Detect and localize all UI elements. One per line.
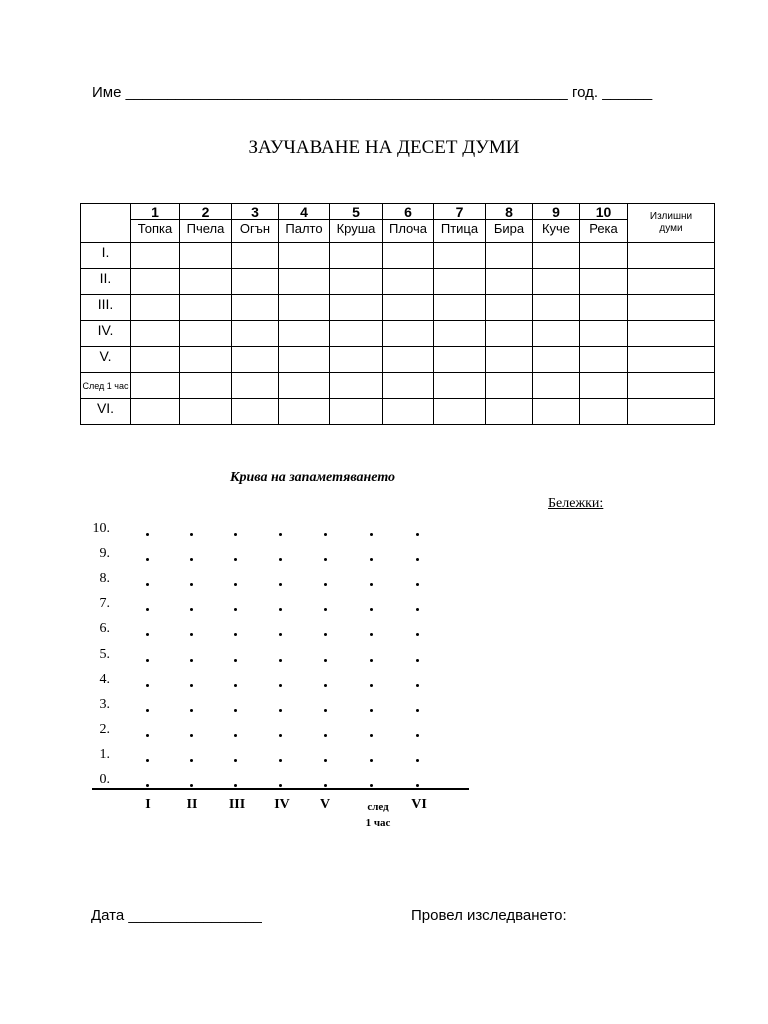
answer-cell[interactable] (131, 295, 180, 321)
answer-cell[interactable] (580, 243, 628, 269)
word-cell: Огън (232, 220, 279, 243)
grid-dot (416, 784, 419, 787)
word-number: 4 (279, 204, 330, 220)
grid-dot (416, 608, 419, 611)
grid-dot (324, 759, 327, 762)
grid-dot (234, 759, 237, 762)
answer-cell[interactable] (533, 399, 580, 425)
answer-cell[interactable] (279, 373, 330, 399)
answer-cell[interactable] (180, 373, 232, 399)
grid-dot (416, 684, 419, 687)
table-row (81, 399, 715, 425)
word-cell: Бира (486, 220, 533, 243)
answer-cell[interactable] (279, 321, 330, 347)
table-row (81, 321, 715, 347)
grid-dot (416, 659, 419, 662)
grid-dot (324, 684, 327, 687)
grid-dot (146, 608, 149, 611)
grid-dot (279, 533, 282, 536)
answer-cell[interactable] (628, 269, 715, 295)
y-axis-label: 2. (99, 721, 110, 737)
answer-cell[interactable] (279, 243, 330, 269)
answer-cell[interactable] (383, 243, 434, 269)
grid-dot (324, 784, 327, 787)
answer-cell[interactable] (533, 373, 580, 399)
grid-dot (324, 659, 327, 662)
answer-cell[interactable] (330, 321, 383, 347)
date-label: Дата (91, 907, 125, 924)
answer-cell[interactable] (434, 347, 486, 373)
table-row (81, 347, 715, 373)
answer-cell[interactable] (330, 399, 383, 425)
y-axis-label: 1. (99, 746, 110, 762)
grid-dot (279, 583, 282, 586)
y-axis-label: 8. (99, 571, 110, 587)
page-title: ЗАУЧАВАНЕ НА ДЕСЕТ ДУМИ (248, 137, 520, 158)
answer-cell[interactable] (279, 295, 330, 321)
answer-cell[interactable] (330, 295, 383, 321)
answer-cell[interactable] (580, 321, 628, 347)
grid-dot (279, 558, 282, 561)
y-axis-label: 4. (99, 671, 110, 687)
grid-dot (279, 759, 282, 762)
name-field[interactable]: _____________________________________________________ (125, 84, 568, 101)
answer-cell[interactable] (180, 399, 232, 425)
trial-label: I. (81, 243, 131, 269)
table-corner-cell (81, 204, 131, 243)
grid-dot (234, 659, 237, 662)
answer-cell[interactable] (533, 243, 580, 269)
grid-dot (190, 633, 193, 636)
answer-cell[interactable] (330, 347, 383, 373)
grid-dot (324, 633, 327, 636)
grid-dot (370, 533, 373, 536)
answer-cell[interactable] (533, 321, 580, 347)
grid-dot (234, 633, 237, 636)
word-number: 5 (330, 204, 383, 220)
answer-cell[interactable] (533, 295, 580, 321)
name-year-line (92, 84, 652, 101)
extra-words-header-line2: думи (659, 223, 683, 234)
grid-dot (190, 558, 193, 561)
answer-cell[interactable] (628, 295, 715, 321)
answer-cell[interactable] (232, 399, 279, 425)
answer-cell[interactable] (434, 399, 486, 425)
answer-cell[interactable] (628, 347, 715, 373)
answer-cell[interactable] (180, 295, 232, 321)
answer-cell[interactable] (180, 321, 232, 347)
x-axis-label: V (319, 797, 331, 812)
date-field[interactable]: ________________ (128, 907, 262, 924)
grid-dot (416, 633, 419, 636)
name-label: Име (92, 84, 122, 101)
grid-dot (190, 533, 193, 536)
grid-dot (370, 558, 373, 561)
answer-cell[interactable] (180, 243, 232, 269)
grid-dot (324, 583, 327, 586)
grid-dot (190, 583, 193, 586)
grid-dot (416, 533, 419, 536)
answer-cell[interactable] (486, 373, 533, 399)
answer-cell[interactable] (279, 269, 330, 295)
answer-cell[interactable] (131, 269, 180, 295)
answer-cell[interactable] (232, 373, 279, 399)
grid-dot (146, 533, 149, 536)
grid-dot (234, 608, 237, 611)
answer-cell[interactable] (486, 243, 533, 269)
grid-dot (234, 583, 237, 586)
grid-dot (279, 709, 282, 712)
x-axis-label: IV (274, 797, 290, 812)
answer-cell[interactable] (486, 399, 533, 425)
x-axis-label: I (145, 797, 151, 812)
y-axis-label: 0. (99, 772, 110, 787)
answer-cell[interactable] (131, 399, 180, 425)
grid-dot (190, 734, 193, 737)
answer-cell[interactable] (486, 321, 533, 347)
notes-label: Бележки: (548, 496, 604, 511)
grid-dot (146, 684, 149, 687)
x-axis-label: след 1 час (365, 801, 391, 829)
answer-cell[interactable] (131, 347, 180, 373)
grid-dot (416, 734, 419, 737)
grid-dot (190, 759, 193, 762)
answer-cell[interactable] (232, 243, 279, 269)
answer-cell[interactable] (232, 269, 279, 295)
answer-cell[interactable] (131, 321, 180, 347)
grid-dot (370, 583, 373, 586)
grid-dot (416, 709, 419, 712)
y-axis-label: 6. (99, 621, 110, 637)
answer-cell[interactable] (383, 399, 434, 425)
answer-cell[interactable] (434, 243, 486, 269)
grid-dot (146, 659, 149, 662)
grid-dot (324, 709, 327, 712)
grid-dot (370, 759, 373, 762)
trial-label: III. (81, 295, 131, 321)
x-axis-label: II (186, 797, 198, 812)
word-number: 9 (533, 204, 580, 220)
answer-cell[interactable] (434, 269, 486, 295)
grid-dot (279, 659, 282, 662)
word-number: 6 (383, 204, 434, 220)
grid-dot (146, 709, 149, 712)
trial-label: II. (81, 269, 131, 295)
grid-dot (324, 734, 327, 737)
answer-cell[interactable] (330, 243, 383, 269)
grid-dot (279, 784, 282, 787)
word-cell: Река (580, 220, 628, 243)
table-row (81, 295, 715, 321)
answer-cell[interactable] (330, 269, 383, 295)
grid-dot (190, 784, 193, 787)
word-cell: Топка (131, 220, 180, 243)
word-cell: Пчела (180, 220, 232, 243)
grid-dot (190, 659, 193, 662)
answer-cell[interactable] (486, 347, 533, 373)
grid-dot (370, 659, 373, 662)
answer-cell[interactable] (383, 373, 434, 399)
grid-dot (279, 684, 282, 687)
grid-dot (146, 583, 149, 586)
grid-dot (146, 633, 149, 636)
word-cell: Круша (330, 220, 383, 243)
answer-cell[interactable] (330, 373, 383, 399)
curve-title: Крива на запаметяването (230, 470, 396, 485)
word-number: 1 (131, 204, 180, 220)
y-axis-label: 9. (99, 546, 110, 562)
grid-dot (146, 759, 149, 762)
words-table (80, 203, 715, 425)
answer-cell[interactable] (131, 373, 180, 399)
grid-dot (370, 633, 373, 636)
answer-cell[interactable] (279, 399, 330, 425)
word-number: 2 (180, 204, 232, 220)
extra-words-header-line1: Излишни (649, 211, 693, 222)
grid-dot (324, 533, 327, 536)
answer-cell[interactable] (232, 295, 279, 321)
answer-cell[interactable] (232, 347, 279, 373)
answer-cell[interactable] (628, 399, 715, 425)
date-line (91, 907, 262, 924)
grid-dot (324, 608, 327, 611)
trial-label: V. (81, 347, 131, 373)
word-number: 8 (486, 204, 533, 220)
answer-cell[interactable] (383, 321, 434, 347)
grid-dot (279, 633, 282, 636)
word-number: 3 (232, 204, 279, 220)
answer-cell[interactable] (486, 295, 533, 321)
x-axis-line (92, 788, 469, 790)
trial-label: IV. (81, 321, 131, 347)
grid-dot (146, 784, 149, 787)
grid-dot (370, 709, 373, 712)
grid-dot (146, 734, 149, 737)
trial-label: След 1 час (81, 373, 131, 399)
grid-dot (234, 684, 237, 687)
answer-cell[interactable] (580, 399, 628, 425)
answer-cell[interactable] (580, 295, 628, 321)
grid-dot (234, 558, 237, 561)
answer-cell[interactable] (580, 269, 628, 295)
answer-cell[interactable] (180, 269, 232, 295)
year-label: год. (571, 84, 599, 101)
word-cell: Птица (434, 220, 486, 243)
year-field[interactable]: ______ (602, 84, 653, 101)
answer-cell[interactable] (580, 347, 628, 373)
answer-cell[interactable] (180, 347, 232, 373)
grid-dot (370, 684, 373, 687)
grid-dot (416, 759, 419, 762)
answer-cell[interactable] (628, 321, 715, 347)
grid-dot (416, 558, 419, 561)
grid-dot (190, 608, 193, 611)
grid-dot (234, 709, 237, 712)
x-axis-label: III (228, 797, 246, 812)
grid-dot (370, 608, 373, 611)
x-axis-label: VI (411, 797, 427, 812)
answer-cell[interactable] (131, 243, 180, 269)
answer-cell[interactable] (628, 373, 715, 399)
answer-cell[interactable] (486, 269, 533, 295)
word-cell: Палто (279, 220, 330, 243)
answer-cell[interactable] (533, 347, 580, 373)
word-cell: Куче (533, 220, 580, 243)
grid-dot (416, 583, 419, 586)
answer-cell[interactable] (434, 373, 486, 399)
y-axis-label: 5. (99, 646, 110, 662)
grid-dot (370, 784, 373, 787)
grid-dot (370, 734, 373, 737)
extra-words-header (628, 204, 715, 243)
answer-cell[interactable] (279, 347, 330, 373)
answer-cell[interactable] (434, 321, 486, 347)
trial-label: VI. (81, 399, 131, 425)
grid-dot (234, 533, 237, 536)
table-row (81, 373, 715, 399)
conducted-by-label: Провел изследването: (411, 907, 567, 924)
word-number: 10 (580, 204, 628, 220)
answer-cell[interactable] (383, 269, 434, 295)
grid-dot (234, 784, 237, 787)
table-row (81, 243, 715, 269)
grid-dot (190, 709, 193, 712)
word-number: 7 (434, 204, 486, 220)
answer-cell[interactable] (580, 373, 628, 399)
grid-dot (234, 734, 237, 737)
answer-cell[interactable] (434, 295, 486, 321)
table-row (81, 269, 715, 295)
y-axis-label: 7. (99, 596, 110, 612)
grid-dot (324, 558, 327, 561)
grid-dot (279, 608, 282, 611)
grid-dot (190, 684, 193, 687)
answer-cell[interactable] (533, 269, 580, 295)
grid-dot (146, 558, 149, 561)
grid-dot (279, 734, 282, 737)
answer-cell[interactable] (383, 295, 434, 321)
y-axis-label: 3. (99, 696, 110, 712)
answer-cell[interactable] (232, 321, 279, 347)
answer-cell[interactable] (383, 347, 434, 373)
word-cell: Плоча (383, 220, 434, 243)
answer-cell[interactable] (628, 243, 715, 269)
y-axis-label: 10. (92, 521, 110, 536)
